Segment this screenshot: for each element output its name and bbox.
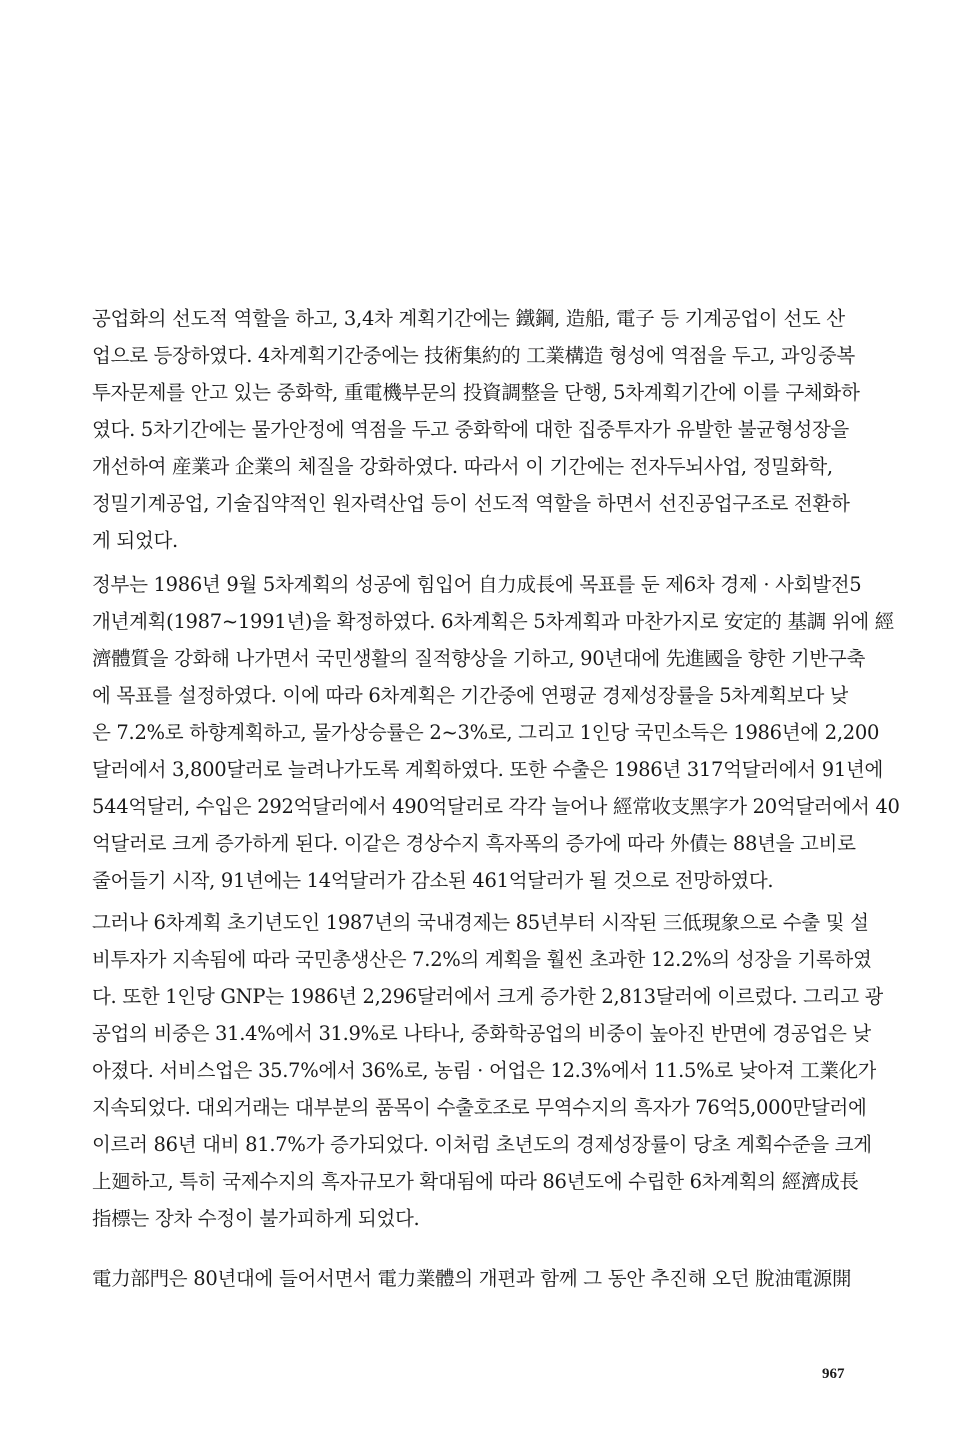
text-line: 그러나 6차계획 초기년도인 1987년의 국내경제는 85년부터 시작된 三低現象으로 수출 및 설 [92, 911, 869, 934]
text-line: 투자문제를 안고 있는 중화학, 重電機부문의 投資調整을 단행, 5차계획기간에 이를 구체화하 [92, 381, 860, 404]
text-line: 은 7.2%로 하향계획하고, 물가상승률은 2~3%로, 그리고 1인당 국민소득은 1986년에 2,200 [92, 721, 880, 744]
text-line: 공업의 비중은 31.4%에서 31.9%로 나타나, 중화학공업의 비중이 높아진 반면에 경공업은 낮 [92, 1022, 871, 1045]
page-number: 967 [822, 1366, 845, 1382]
text-line: 줄어들기 시작, 91년에는 14억달러가 감소된 461억달러가 될 것으로 전망하였다. [92, 869, 774, 892]
text-line: 업으로 등장하였다. 4차계획기간중에는 技術集約的 工業構造 형성에 역점을 두고, 과잉중복 [92, 344, 855, 367]
text-line: 비투자가 지속됨에 따라 국민총생산은 7.2%의 계획을 훨씬 초과한 12.2%의 성장을 기록하였 [92, 948, 872, 971]
text-line: 이르러 86년 대비 81.7%가 증가되었다. 이처럼 초년도의 경제성장률이 당초 계획수준을 크게 [92, 1133, 872, 1156]
text-line: 개선하여 産業과 企業의 체질을 강화하였다. 따라서 이 기간에는 전자두뇌사업, 정밀화학, [92, 455, 833, 478]
text-line: 달러에서 3,800달러로 늘려나가도록 계획하였다. 또한 수출은 1986년 317억달러에서 91년에 [92, 758, 884, 781]
text-line: 아졌다. 서비스업은 35.7%에서 36%로, 농림 · 어업은 12.3%에서 11.5%로 낮아져 工業化가 [92, 1059, 877, 1082]
text-line: 공업화의 선도적 역할을 하고, 3,4차 계획기간에는 鐵鋼, 造船, 電子 등 기계공업이 선도 산 [92, 307, 845, 330]
text-line: 지속되었다. 대외거래는 대부분의 품목이 수출호조로 무역수지의 흑자가 76억5,000만달러에 [92, 1096, 867, 1119]
text-line: 上廻하고, 특히 국제수지의 흑자규모가 확대됨에 따라 86년도에 수립한 6차계획의 經濟成長 [92, 1170, 859, 1193]
text-line: 였다. 5차기간에는 물가안정에 역점을 두고 중화학에 대한 집중투자가 유발한 불균형성장을 [92, 418, 849, 441]
text-line: 指標는 장차 수정이 불가피하게 되었다. [92, 1207, 420, 1230]
text-line: 다. 또한 1인당 GNP는 1986년 2,296달러에서 크게 증가한 2,813달러에 이르렀다. 그리고 광 [92, 985, 884, 1008]
text-line: 게 되었다. [92, 529, 178, 552]
text-line: 電力部門은 80년대에 들어서면서 電力業體의 개편과 함께 그 동안 추진해 오던 脫油電源開 [92, 1267, 852, 1290]
text-line: 개년계획(1987~1991년)을 확정하였다. 6차계획은 5차계획과 마찬가지로 安定的 基調 위에 經 [92, 610, 894, 633]
text-line: 억달러로 크게 증가하게 된다. 이같은 경상수지 흑자폭의 증가에 따라 外債는 88년을 고비로 [92, 832, 856, 855]
text-line: 정밀기계공업, 기술집약적인 원자력산업 등이 선도적 역할을 하면서 선진공업구조로 전환하 [92, 492, 850, 515]
text-line: 정부는 1986년 9월 5차계획의 성공에 힘입어 自力成長에 목표를 둔 제6차 경제 · 사회발전5 [92, 573, 862, 596]
text-line: 에 목표를 설정하였다. 이에 따라 6차계획은 기간중에 연평균 경제성장률을 5차계획보다 낮 [92, 684, 849, 707]
text-line: 544억달러, 수입은 292억달러에서 490억달러로 각각 늘어나 經常收支黑字가 20억달러에서 40 [92, 795, 900, 818]
text-line: 濟體質을 강화해 나가면서 국민생활의 질적향상을 기하고, 90년대에 先進國을 향한 기반구축 [92, 647, 866, 670]
